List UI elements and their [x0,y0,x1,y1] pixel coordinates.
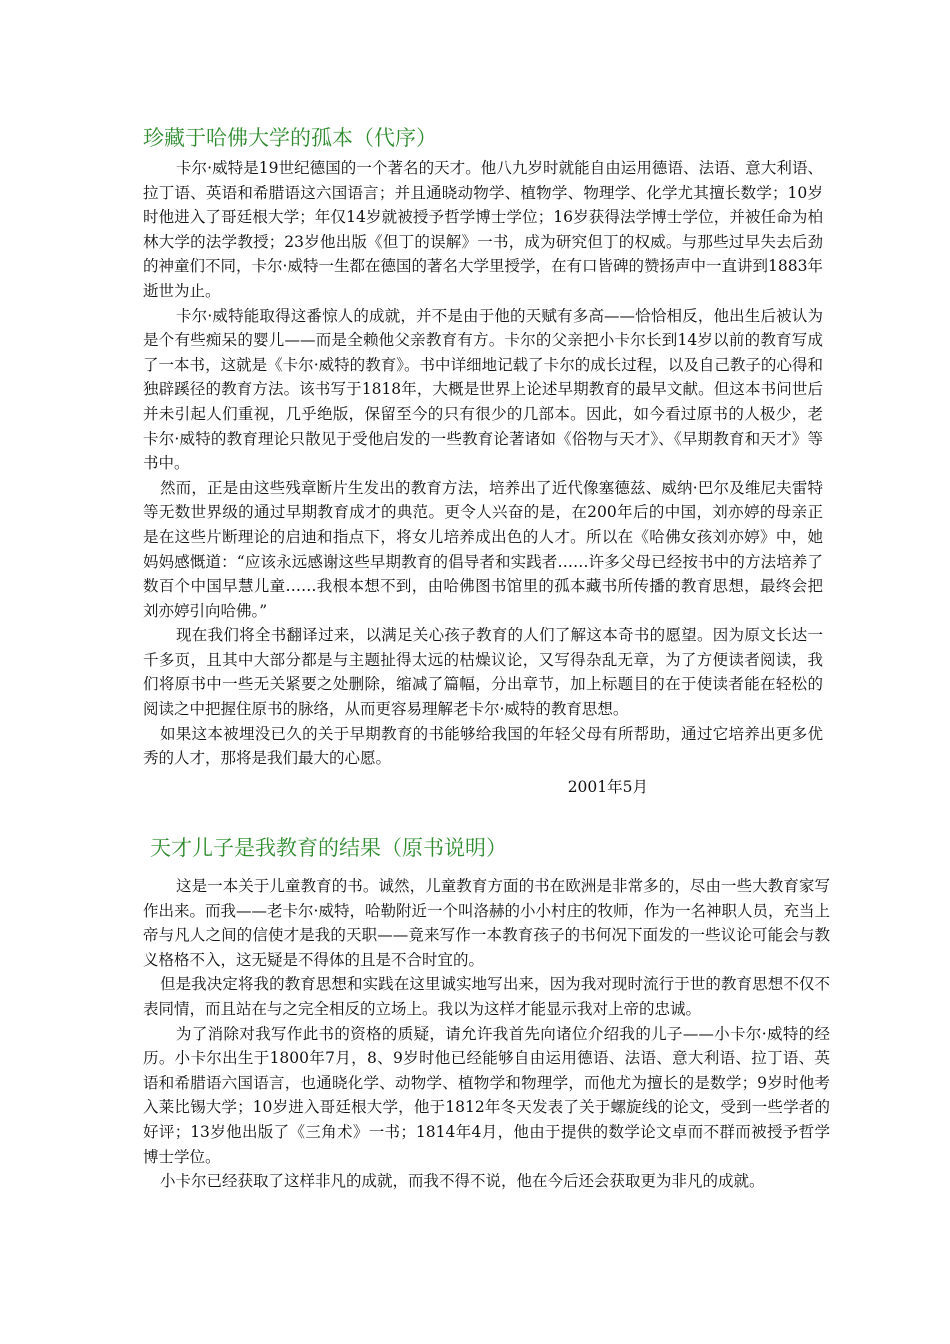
original-note-paragraph: 这是一本关于儿童教育的书。诚然，儿童教育方面的书在欧洲是非常多的，尽由一些大教育家写作出来。而我——老卡尔·威特，哈勒附近一个叫洛赫的小小村庄的牧师，作为一名神职人员，充当上帝与凡人之间的信使才是我的天职——竟来写作一本教育孩子的书何况下面发的一些议论可能会与教义格格不入，这无疑是不得体的且是不合时宜的。 [143,877,830,969]
preface-paragraph: 卡尔·威特能取得这番惊人的成就，并不是由于他的天赋有多高——恰恰相反，他出生后被认为是个有些痴呆的婴儿——而是全赖他父亲教育有方。卡尔的父亲把小卡尔长到14岁以前的教育写成了一本书，这就是《卡尔·威特的教育》。书中详细地记载了卡尔的成长过程，以及自己教子的心得和独辟蹊径的教育方法。该书写于1818年，大概是世界上论述早期教育的最早文献。但这本书问世后并未引起人们重视，几乎绝版，保留至今的只有很少的几部本。因此，如今看过原书的人极少，老卡尔·威特的教育理论只散见于受他启发的一些教育论著诸如《俗物与天才》、《早期教育和天才》等书中。 [143,306,823,473]
preface-title: 珍藏于哈佛大学的孤本（代序） [143,126,437,150]
preface-paragraph: 现在我们将全书翻译过来，以满足关心孩子教育的人们了解这本奇书的愿望。因为原文长达一千多页，且其中大部分都是与主题扯得太远的枯燥议论，又写得杂乱无章，为了方便读者阅读，我们将原书中一些无关紧要之处删除，缩减了篇幅，分出章节，加上标题目的在于使读者能在轻松的阅读之中把握住原书的脉络，从而更容易理解老卡尔·威特的教育思想。 [143,626,823,719]
preface-paragraph: 然而，正是由这些残章断片生发出的教育方法，培养出了近代像塞德兹、威纳·巴尔及维尼夫雷特等无数世界级的通过早期教育成才的典范。更令人兴奋的是，在200年后的中国，刘亦婷的母亲正是在这些片断理论的启迪和指点下，将女儿培养成出色的人才。所以在《哈佛女孩刘亦婷》中，她妈妈感慨道：“应该永远感谢这些早期教育的倡导者和实践者……许多父母已经按书中的方法培养了数百个中国早慧儿童……我根本想不到，由哈佛图书馆里的孤本藏书所传播的教育思想，最终会把刘亦婷引向哈佛。” [143,478,823,620]
preface-paragraph: 如果这本被埋没已久的关于早期教育的书能够给我国的年轻父母有所帮助，通过它培养出更多优秀的人才，那将是我们最大的心愿。 [143,724,823,768]
original-note-paragraph: 为了消除对我写作此书的资格的质疑，请允许我首先向诸位介绍我的儿子——小卡尔·威特的经历。小卡尔出生于1800年7月，8、9岁时他已经能够自由运用德语、法语、意大利语、拉丁语、英语和希腊语六国语言，也通晓化学、动物学、植物学和物理学，而他尤为擅长的是数学；9岁时他考入莱比锡大学；10岁进入哥廷根大学，他于1812年冬天发表了关于螺旋线的论文，受到一些学者的好评；13岁他出版了《三角术》一书；1814年4月，他由于提供的数学论文卓而不群而被授予哲学博士学位。 [143,1024,830,1166]
original-note-paragraph: 小卡尔已经获取了这样非凡的成就，而我不得不说，他在今后还会获取更为非凡的成就。 [160,1172,765,1191]
preface-section [143,124,823,799]
preface-date: 2001年5月 [567,777,648,796]
original-note-title: 天才儿子是我教育的结果（原书说明） [150,836,507,860]
original-note-paragraph: 但是我决定将我的教育思想和实践在这里诚实地写出来，因为我对现时流行于世的教育思想不仅不表同情，而且站在与之完全相反的立场上。我以为这样才能显示我对上帝的忠诚。 [143,975,830,1018]
original-note-body [143,874,830,1194]
preface-body [143,156,823,799]
preface-paragraph: 卡尔·威特是19世纪德国的一个著名的天才。他八九岁时就能自由运用德语、法语、意大利语、拉丁语、英语和希腊语这六国语言；并且通晓动物学、植物学、物理学、化学尤其擅长数学；10岁时他进入了哥廷根大学；年仅14岁就被授予哲学博士学位；16岁获得法学博士学位，并被任命为柏林大学的法学教授；23岁他出版《但丁的误解》一书，成为研究但丁的权威。与那些过早失去后劲的神童们不同，卡尔·威特一生都在德国的著名大学里授学，在有口皆碑的赞扬声中一直讲到1883年逝世为止。 [143,159,823,300]
original-note-section [143,834,830,1194]
